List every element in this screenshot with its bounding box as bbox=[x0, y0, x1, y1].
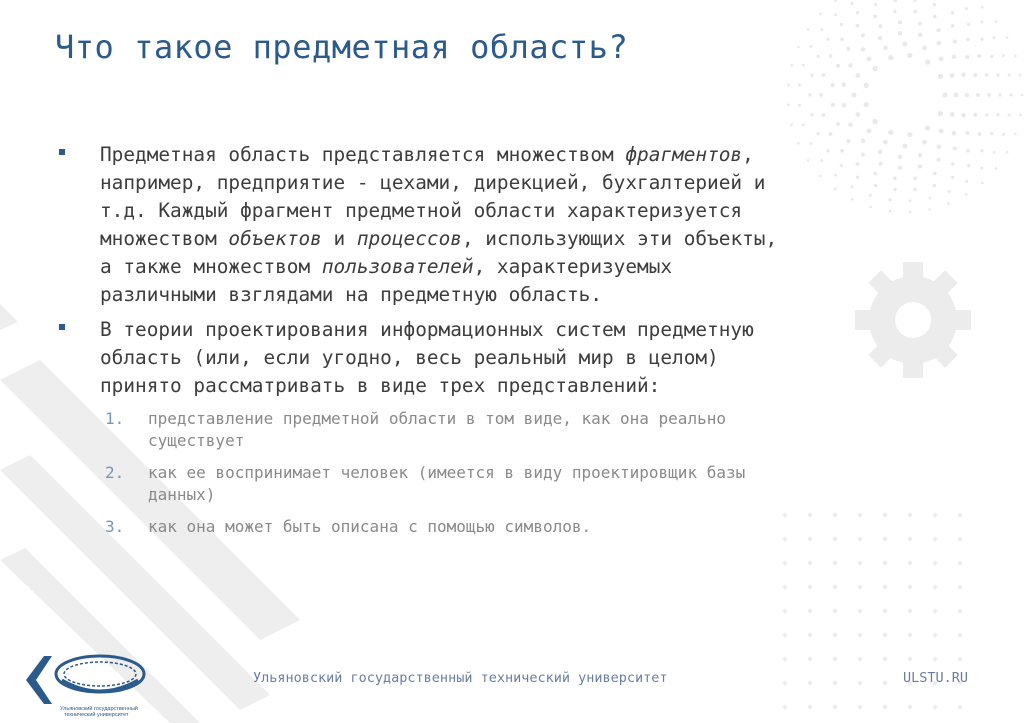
paragraph-2 bbox=[100, 316, 980, 400]
footer-site: ULSTU.RU bbox=[903, 670, 969, 686]
emphasized-term: пользователей bbox=[321, 255, 474, 278]
text-segment: а также множеством bbox=[100, 255, 322, 278]
page-title: Что такое предметная область? bbox=[55, 28, 629, 66]
university-logo bbox=[22, 640, 152, 720]
list-text: представление предметной области в том виде, как она реально bbox=[148, 409, 726, 428]
paragraph-line bbox=[100, 344, 980, 372]
list-number: 2. bbox=[105, 463, 125, 482]
emphasized-term: процессов bbox=[356, 227, 462, 250]
list-number: 3. bbox=[105, 517, 125, 536]
text-segment: и bbox=[321, 227, 357, 250]
bullet-marker bbox=[57, 322, 67, 332]
paragraph-line bbox=[100, 225, 980, 253]
list-text: существует bbox=[148, 431, 245, 450]
emphasized-term: фрагментов bbox=[625, 143, 743, 166]
list-text: как ее воспринимает человек (имеется в виду проектировщик базы bbox=[148, 463, 746, 482]
list-number: 1. bbox=[105, 409, 125, 428]
text-segment: т.д. Каждый фрагмент предметной области характеризуется bbox=[100, 199, 743, 222]
paragraph-line bbox=[100, 197, 980, 225]
paragraph-line bbox=[100, 281, 980, 309]
paragraph-1 bbox=[100, 141, 980, 309]
text-segment: Предметная область представляется множеством bbox=[100, 143, 626, 166]
logo-caption: технический университет bbox=[64, 712, 129, 718]
text-segment: множеством bbox=[100, 227, 229, 250]
paragraph-line bbox=[100, 169, 980, 197]
footer-university: Ульяновский государственный технический университет bbox=[253, 670, 668, 686]
text-segment: область (или, если угодно, весь реальный мир в целом) bbox=[100, 346, 719, 369]
paragraph-line bbox=[100, 316, 980, 344]
text-segment: принято рассматривать в виде трех представлений: bbox=[100, 374, 661, 397]
text-segment: например, предприятие - цехами, дирекцией, бухгалтерией и bbox=[100, 171, 766, 194]
paragraph-line bbox=[100, 141, 980, 169]
emphasized-term: объектов bbox=[228, 227, 322, 250]
paragraph-line bbox=[100, 372, 980, 400]
text-segment: , характеризуемых bbox=[473, 255, 673, 278]
bullet-marker bbox=[57, 147, 67, 157]
text-segment: , bbox=[742, 143, 754, 166]
text-segment: , использующих эти объекты, bbox=[461, 227, 778, 250]
text-segment: различными взглядами на предметную область. bbox=[100, 283, 602, 306]
logo-caption: Ульяновский государственный bbox=[60, 706, 138, 712]
text-segment: В теории проектирования информационных систем предметную bbox=[100, 318, 754, 341]
list-text: данных) bbox=[148, 485, 216, 504]
list-text: как она может быть описана с помощью символов. bbox=[148, 517, 592, 536]
paragraph-line bbox=[100, 253, 980, 281]
